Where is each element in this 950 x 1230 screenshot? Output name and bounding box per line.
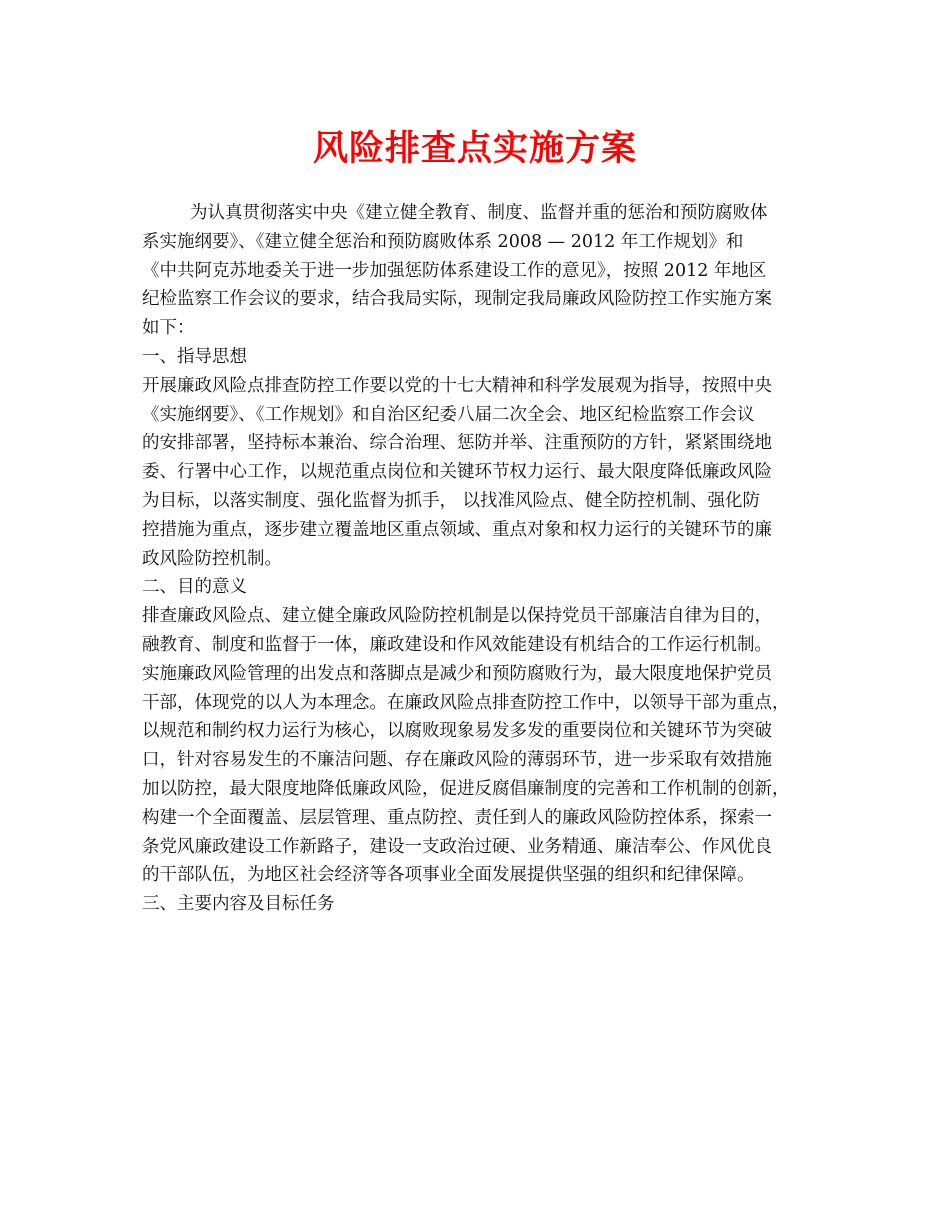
paragraph-purpose-line: 排查廉政风险点、建立健全廉政风险防控机制是以保持党员干部廉洁自律为目的， — [142, 606, 772, 627]
paragraph-purpose-line: 干部，体现党的以人为本理念。在廉政风险点排查防控工作中，以领导干部为重点， — [142, 692, 790, 713]
paragraph-intro-line: 纪检监察工作会议的要求，结合我局实际，现制定我局廉政风险防控工作实施方案 — [142, 289, 772, 310]
paragraph-purpose-line: 融教育、制度和监督于一体，廉政建设和作风效能建设有机结合的工作运行机制。 — [142, 634, 772, 655]
paragraph-intro-line: 《中共阿克苏地委关于进一步加强惩防体系建设工作的意见》，按照 2012 年地区 — [142, 260, 767, 281]
paragraph-intro-line: 系实施纲要》、《建立健全惩治和预防腐败体系 2008 — 2012 年工作规划》和 — [142, 231, 744, 252]
section-heading-main-content: 三、主要内容及目标任务 — [142, 894, 335, 915]
paragraph-intro-line: 如下： — [142, 318, 195, 339]
paragraph-purpose-line: 以规范和制约权力运行为核心，以腐败现象易发多发的重要岗位和关键环节为突破 — [142, 721, 772, 742]
section-heading-purpose: 二、目的意义 — [142, 577, 247, 598]
paragraph-guiding-line: 委、行署中心工作，以规范重点岗位和关键环节权力运行、最大限度降低廉政风险 — [142, 462, 772, 483]
paragraph-guiding-line: 政风险防控机制。 — [142, 548, 282, 569]
paragraph-intro-line: 为认真贯彻落实中央《建立健全教育、制度、监督并重的惩治和预防腐败体 — [190, 203, 768, 223]
paragraph-purpose-line: 口，针对容易发生的不廉洁问题、存在廉政风险的薄弱环节，进一步采取有效措施 — [142, 750, 772, 771]
paragraph-purpose-line: 加以防控，最大限度地降低廉政风险，促进反腐倡廉制度的完善和工作机制的创新， — [142, 778, 790, 799]
paragraph-purpose-line: 实施廉政风险管理的出发点和落脚点是减少和预防腐败行为，最大限度地保护党员 — [142, 663, 772, 684]
paragraph-guiding-line: 控措施为重点，逐步建立覆盖地区重点领域、重点对象和权力运行的关键环节的廉 — [142, 519, 772, 540]
paragraph-purpose-line: 构建一个全面覆盖、层层管理、重点防控、责任到人的廉政风险防控体系，探索一 — [142, 807, 772, 828]
paragraph-purpose-line: 的干部队伍，为地区社会经济等各项事业全面发展提供坚强的组织和纪律保障。 — [142, 865, 755, 886]
paragraph-guiding-line: 开展廉政风险点排查防控工作要以党的十七大精神和科学发展观为指导，按照中央 — [142, 375, 772, 396]
paragraph-guiding-line: 为目标，以落实制度、强化监督为抓手， 以找准风险点、健全防控机制、强化防 — [142, 490, 761, 511]
paragraph-purpose-line: 条党风廉政建设工作新路子，建设一支政治过硬、业务精通、廉洁奉公、作风优良 — [142, 836, 772, 857]
document-body — [142, 199, 822, 919]
document-title: 风险排查点实施方案 — [312, 128, 637, 169]
paragraph-guiding-line: 的安排部署，坚持标本兼治、综合治理、惩防并举、注重预防的方针，紧紧围绕地 — [142, 433, 772, 454]
section-heading-guiding-ideology: 一、指导思想 — [142, 346, 247, 367]
paragraph-guiding-line: 《实施纲要》、《工作规划》和自治区纪委八届二次全会、地区纪检监察工作会议 — [142, 404, 755, 425]
